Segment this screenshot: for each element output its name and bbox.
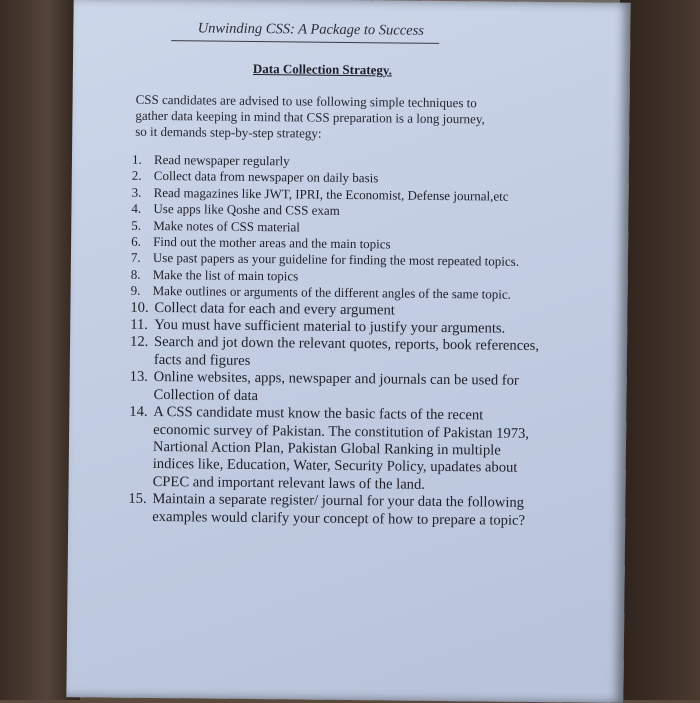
item-text: Read newspaper regularly	[153, 151, 290, 169]
item-text: A CSS candidate must know the basic facts of the recent economic survey of Pakistan. The constitution of Pakistan 1973, Nartional Action Plan, Pakistan Global Ranking in multiple indices like, Education, Water, Security Policy, upadates about CPEC and important relevant laws of the land.	[152, 404, 530, 493]
item-number: 3.	[131, 184, 142, 200]
list-item	[129, 404, 540, 495]
item-text: Make the list of main topics	[152, 266, 299, 284]
section-title: Data Collection Strategy.	[252, 60, 393, 78]
item-text: Read magazines like JWT, IPRI, the Economist, Defense journal,etc	[153, 184, 509, 204]
book-page	[66, 0, 630, 703]
item-text: Use apps like Qoshe and CSS exam	[153, 201, 340, 219]
intro-paragraph: CSS candidates are advised to use following simple techniques to gather data keeping in mind that CSS preparation is a long journey, so it demands step-by-step strategy:	[135, 91, 485, 141]
strategy-list	[128, 152, 542, 530]
item-number: 7.	[130, 250, 141, 266]
item-text: Search and jot down the relevant quotes, reports, book references, facts and figures	[153, 334, 540, 369]
running-header: Unwinding CSS: A Package to Success	[197, 20, 425, 39]
list-item	[129, 369, 539, 408]
background-right	[620, 0, 700, 700]
item-text: Use past papers as your guideline for finding the most repeated topics.	[152, 250, 520, 270]
item-number: 8.	[130, 266, 141, 282]
list-item	[130, 334, 540, 373]
item-number: 5.	[131, 217, 142, 233]
item-number: 11.	[130, 316, 149, 333]
item-number: 9.	[130, 282, 141, 299]
item-number: 4.	[131, 200, 142, 217]
item-text: Collect data for each and every argument	[154, 299, 395, 319]
list-item	[128, 491, 538, 530]
item-text: Collect data from newspaper on daily basis	[153, 168, 379, 186]
item-number: 13.	[129, 368, 149, 386]
item-text: Maintain a separate register/ journal for your data the following examples would clarify your concept of how to prepare a topic?	[152, 491, 526, 529]
header-rule	[171, 40, 439, 44]
item-number: 10.	[130, 299, 149, 316]
item-number: 14.	[129, 403, 148, 420]
item-text: Find out the mother areas and the main topics	[153, 233, 391, 252]
item-number: 6.	[131, 233, 141, 249]
item-number: 1.	[131, 151, 142, 167]
item-text: Make notes of CSS material	[153, 217, 300, 235]
item-text: Online websites, apps, newspaper and journals can be used for Collection of data	[153, 369, 519, 404]
item-number: 12.	[129, 334, 149, 351]
item-text: Make outlines or arguments of the different angles of the same topic.	[152, 283, 512, 302]
item-number: 2.	[131, 168, 142, 184]
item-number: 15.	[128, 490, 147, 508]
item-text: You must have sufficient material to justify your arguments.	[154, 317, 506, 337]
